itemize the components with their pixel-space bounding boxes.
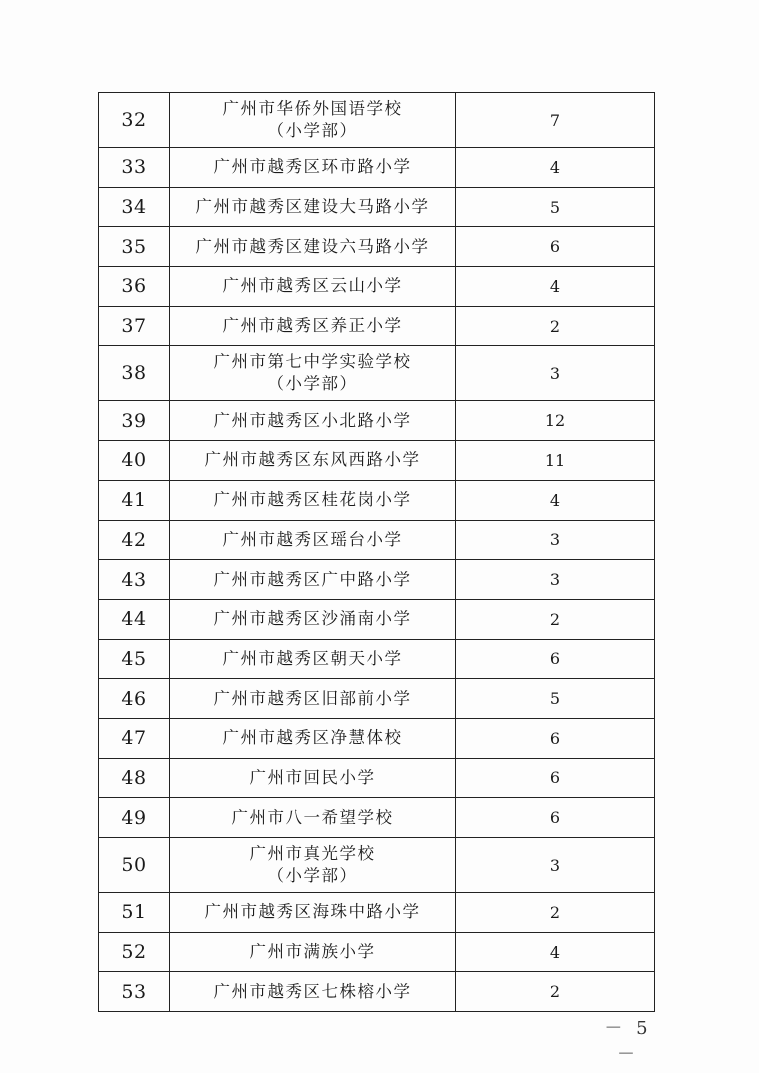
row-number: 39 — [99, 401, 170, 441]
school-name: 广州市越秀区云山小学 — [170, 267, 456, 307]
school-name: 广州市越秀区环市路小学 — [170, 148, 456, 188]
table-row — [99, 401, 655, 441]
school-name-suffix: （小学部） — [267, 374, 358, 394]
school-name: 广州市越秀区建设六马路小学 — [170, 227, 456, 267]
school-name: 广州市越秀区朝天小学 — [170, 639, 456, 679]
row-number: 43 — [99, 560, 170, 600]
row-number: 37 — [99, 306, 170, 346]
table-row — [99, 346, 655, 401]
table-row — [99, 599, 655, 639]
count-cell: 3 — [456, 520, 655, 560]
row-number: 47 — [99, 718, 170, 758]
row-number: 35 — [99, 227, 170, 267]
row-number: 38 — [99, 346, 170, 401]
school-name: 广州市真光学校 — [249, 844, 376, 863]
school-table — [98, 92, 655, 1012]
count-cell: 2 — [456, 306, 655, 346]
row-number: 41 — [99, 480, 170, 520]
school-name-cell — [170, 346, 456, 401]
count-cell: 6 — [456, 798, 655, 838]
count-cell: 11 — [456, 441, 655, 481]
school-name: 广州市越秀区广中路小学 — [170, 560, 456, 600]
row-number: 40 — [99, 441, 170, 481]
table-row — [99, 148, 655, 188]
school-name: 广州市越秀区海珠中路小学 — [170, 893, 456, 933]
school-name: 广州市越秀区七株榕小学 — [170, 972, 456, 1012]
school-name: 广州市八一希望学校 — [170, 798, 456, 838]
row-number: 36 — [99, 267, 170, 307]
table-row — [99, 306, 655, 346]
school-name: 广州市第七中学实验学校 — [213, 352, 412, 372]
table-row — [99, 227, 655, 267]
row-number: 44 — [99, 599, 170, 639]
row-number: 46 — [99, 679, 170, 719]
count-cell: 3 — [456, 560, 655, 600]
row-number: 53 — [99, 972, 170, 1012]
count-cell: 12 — [456, 401, 655, 441]
table-row — [99, 560, 655, 600]
count-cell: 4 — [456, 267, 655, 307]
table-row — [99, 758, 655, 798]
count-cell: 6 — [456, 718, 655, 758]
school-name: 广州市越秀区瑶台小学 — [170, 520, 456, 560]
school-name: 广州市越秀区净慧体校 — [170, 718, 456, 758]
count-cell: 4 — [456, 932, 655, 972]
table-row — [99, 93, 655, 148]
row-number: 49 — [99, 798, 170, 838]
page-number: － 5 － — [604, 1018, 652, 1065]
count-cell: 3 — [456, 346, 655, 401]
row-number: 50 — [99, 838, 170, 893]
row-number: 32 — [99, 93, 170, 148]
table-body — [99, 93, 655, 1012]
row-number: 33 — [99, 148, 170, 188]
count-cell: 6 — [456, 758, 655, 798]
school-name: 广州市越秀区沙涌南小学 — [170, 599, 456, 639]
row-number: 34 — [99, 187, 170, 227]
school-name-suffix: （小学部） — [267, 866, 358, 885]
count-cell: 6 — [456, 639, 655, 679]
school-name: 广州市越秀区小北路小学 — [170, 401, 456, 441]
row-number: 48 — [99, 758, 170, 798]
school-name-cell — [170, 838, 456, 893]
school-name-cell — [170, 93, 456, 148]
school-name: 广州市越秀区旧部前小学 — [170, 679, 456, 719]
count-cell: 2 — [456, 893, 655, 933]
count-cell: 2 — [456, 972, 655, 1012]
table-row — [99, 932, 655, 972]
school-name: 广州市越秀区建设大马路小学 — [170, 187, 456, 227]
school-name: 广州市满族小学 — [170, 932, 456, 972]
count-cell: 5 — [456, 187, 655, 227]
count-cell: 6 — [456, 227, 655, 267]
count-cell: 4 — [456, 480, 655, 520]
count-cell: 2 — [456, 599, 655, 639]
table-row — [99, 187, 655, 227]
row-number: 51 — [99, 893, 170, 933]
table-row — [99, 267, 655, 307]
table-row — [99, 798, 655, 838]
school-name: 广州市越秀区桂花岗小学 — [170, 480, 456, 520]
count-cell: 3 — [456, 838, 655, 893]
table-row — [99, 480, 655, 520]
table-row — [99, 679, 655, 719]
school-name: 广州市回民小学 — [170, 758, 456, 798]
school-name: 广州市越秀区东风西路小学 — [170, 441, 456, 481]
count-cell: 4 — [456, 148, 655, 188]
school-name-suffix: （小学部） — [267, 121, 358, 140]
table-row — [99, 972, 655, 1012]
table-row — [99, 441, 655, 481]
count-cell: 5 — [456, 679, 655, 719]
table-row — [99, 639, 655, 679]
table-row — [99, 520, 655, 560]
table-row — [99, 893, 655, 933]
school-name: 广州市越秀区养正小学 — [170, 306, 456, 346]
table-row — [99, 838, 655, 893]
count-cell: 7 — [456, 93, 655, 148]
table-row — [99, 718, 655, 758]
row-number: 45 — [99, 639, 170, 679]
row-number: 42 — [99, 520, 170, 560]
row-number: 52 — [99, 932, 170, 972]
school-name: 广州市华侨外国语学校 — [222, 99, 403, 118]
